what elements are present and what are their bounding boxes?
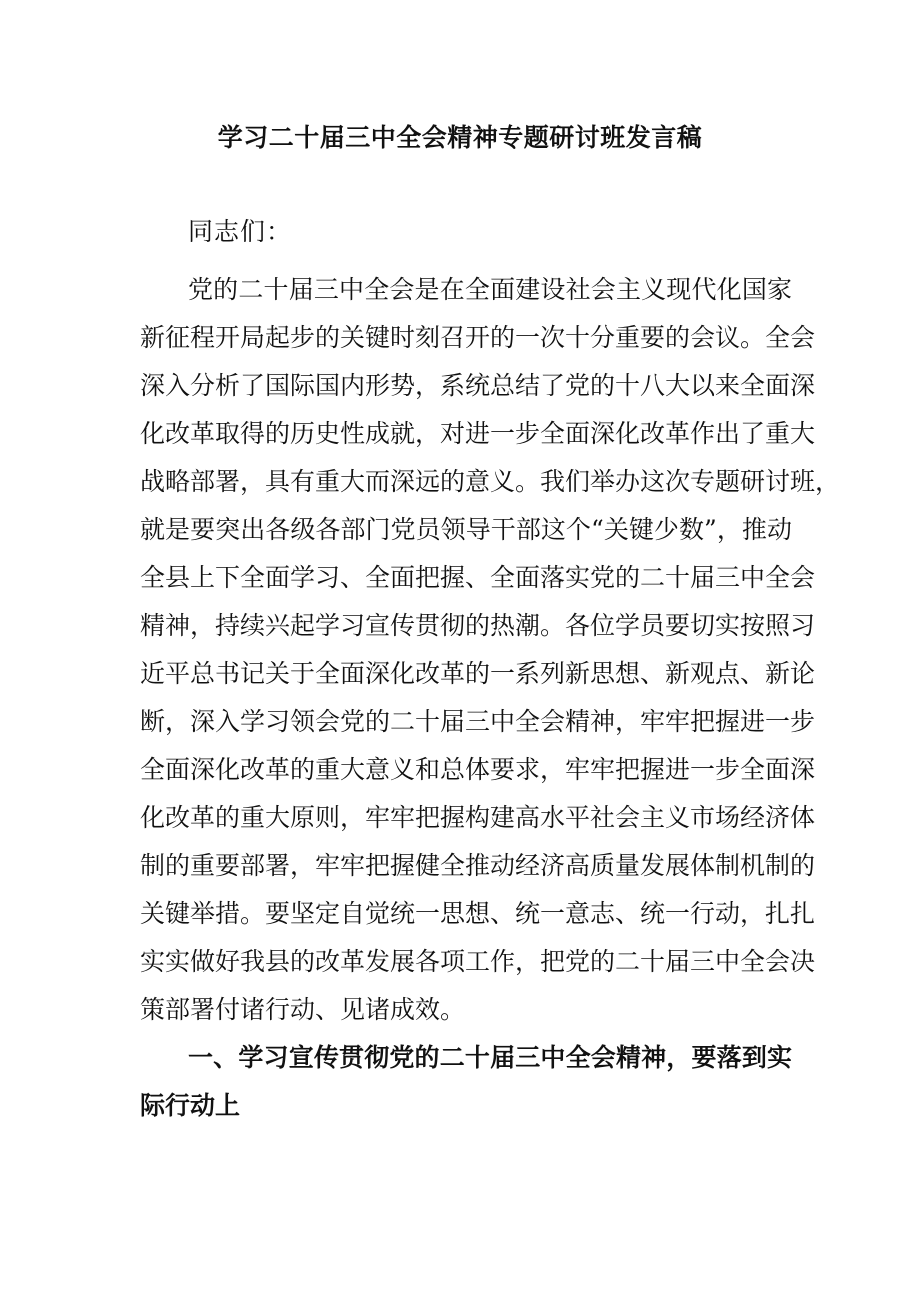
- paragraph-line: 化改革取得的历史性成就，对进一步全面深化改革作出了重大: [140, 419, 816, 448]
- document-title: 学习二十届三中全会精神专题研讨班发言稿: [217, 123, 703, 152]
- section-heading-line: 际行动上: [140, 1091, 241, 1120]
- paragraph-line: 全面深化改革的重大意义和总体要求，牢牢把握进一步全面深: [140, 755, 816, 784]
- paragraph-line: 断，深入学习领会党的二十届三中全会精神，牢牢把握进一步: [140, 707, 816, 736]
- paragraph-line: 就是要突出各级各部门党员领导干部这个“关键少数”，推动: [140, 515, 792, 544]
- paragraph-line: 新征程开局起步的关键时刻召开的一次十分重要的会议。全会: [140, 323, 816, 352]
- body-paragraph: [140, 266, 841, 1034]
- paragraph-line: 近平总书记关于全面深化改革的一系列新思想、新观点、新论: [140, 659, 816, 688]
- paragraph-line: 策部署付诸行动、见诸成效。: [140, 995, 466, 1024]
- paragraph-line: 化改革的重大原则，牢牢把握构建高水平社会主义市场经济体: [140, 803, 816, 832]
- paragraph-line: 全县上下全面学习、全面把握、全面落实党的二十届三中全会: [140, 563, 816, 592]
- paragraph-line: 战略部署，具有重大而深远的意义。我们举办这次专题研讨班，: [140, 467, 841, 496]
- section-heading-line: 一、学习宣传贯彻党的二十届三中全会精神，要落到实: [188, 1043, 792, 1072]
- paragraph-line: 关键举措。要坚定自觉统一思想、统一意志、统一行动，扎扎: [140, 899, 816, 928]
- section-heading: [140, 1034, 792, 1130]
- paragraph-line: 实实做好我县的改革发展各项工作，把党的二十届三中全会决: [140, 947, 816, 976]
- paragraph-line: 精神，持续兴起学习宣传贯彻的热潮。各位学员要切实按照习: [140, 611, 816, 640]
- salutation: 同志们：: [188, 217, 293, 246]
- paragraph-line: 党的二十届三中全会是在全面建设社会主义现代化国家: [188, 275, 792, 304]
- paragraph-line: 制的重要部署，牢牢把握健全推动经济高质量发展体制机制的: [140, 851, 816, 880]
- paragraph-line: 深入分析了国际国内形势，系统总结了党的十八大以来全面深: [140, 371, 816, 400]
